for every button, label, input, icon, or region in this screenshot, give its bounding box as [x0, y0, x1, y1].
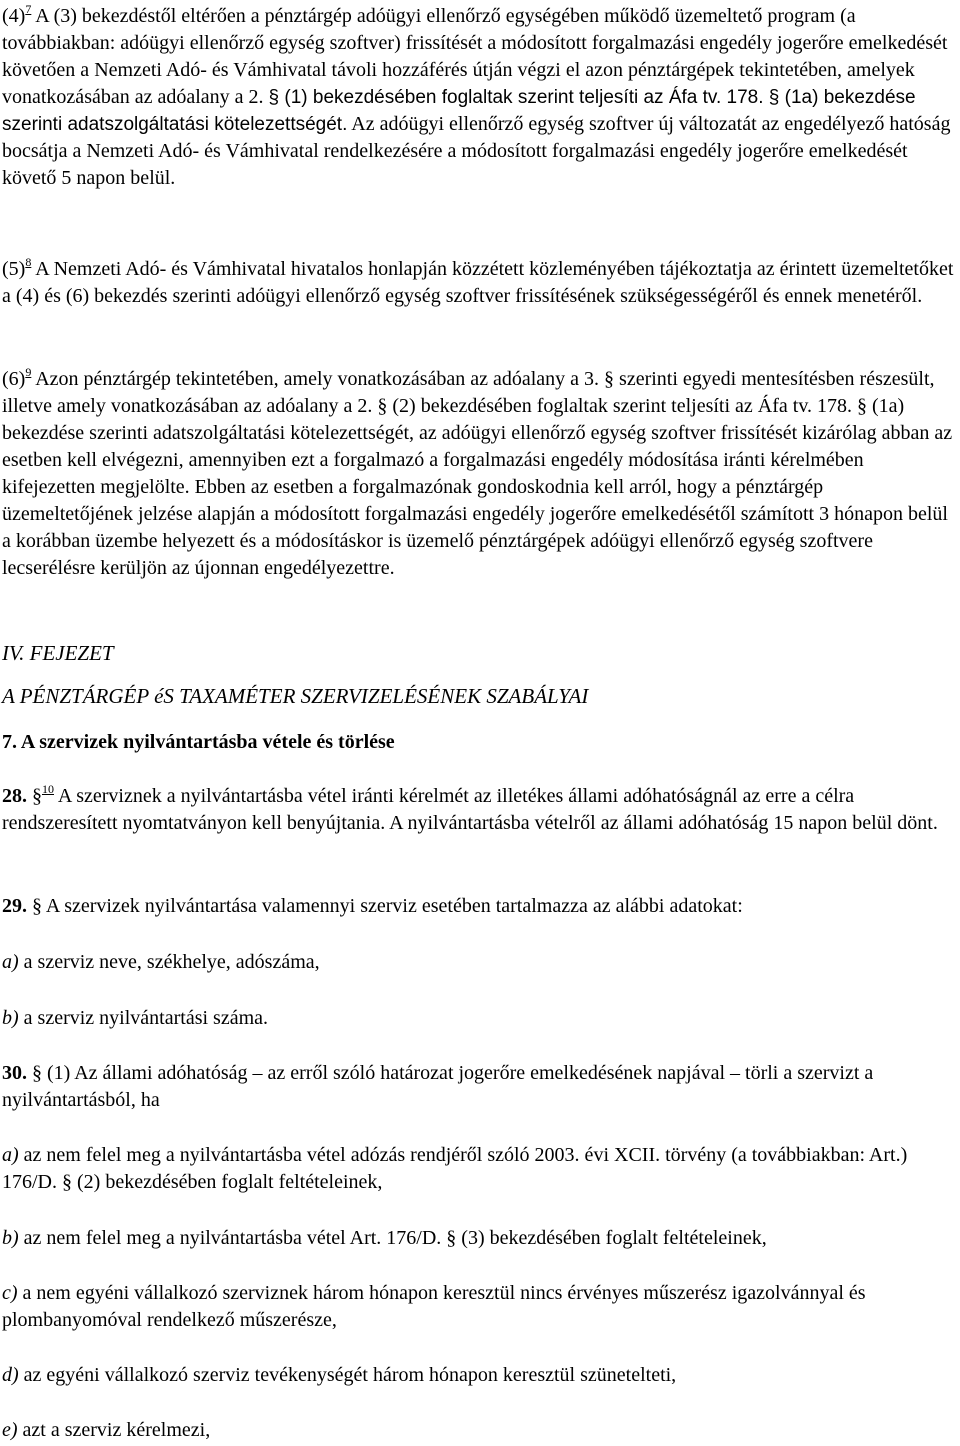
section-number: 30.	[2, 1062, 27, 1084]
footnote-ref-8[interactable]: 8	[25, 255, 32, 269]
paragraph-4	[2, 3, 956, 192]
paragraph-text: A Nemzeti Adó- és Vámhivatal hivatalos honlapján közzétett közleményében tájékoztatja az érintett üzemeltetőket a (4) és (6) bekezdés szerinti adóügyi ellenőrző egység szoftver frissítésének szükségességéről és ennek menetéről.	[2, 258, 954, 307]
list-letter: a)	[2, 1144, 19, 1166]
list-item	[2, 1005, 956, 1032]
list-letter: b)	[2, 1227, 19, 1249]
list-item	[2, 1142, 956, 1196]
section-number: 28.	[2, 785, 27, 807]
footnote-ref-10[interactable]: 10	[42, 782, 54, 796]
section-sign: §	[27, 785, 42, 807]
paragraph-text-sans: § (1) bekezdésében foglaltak szerint teljesíti az Áfa tv. 178. § (1a) bekezdése szerinti adatszolgáltatási kötelezettségét.	[2, 87, 916, 135]
list-item	[2, 1225, 956, 1252]
paragraph-6	[2, 366, 956, 582]
list-text: a nem egyéni vállalkozó szerviznek három hónapon keresztül nincs érvényes műszerész igazolvánnyal és plombanyomóval rendelkező műszerésze,	[2, 1282, 866, 1331]
list-item	[2, 1417, 956, 1444]
section-title: 7. A szervizek nyilvántartásba vétele és törlése	[2, 731, 395, 753]
list-letter: c)	[2, 1282, 18, 1304]
section-30	[2, 1060, 956, 1114]
section-text: A szerviznek a nyilvántartásba vétel iránti kérelmét az illetékes állami adóhatóságnál az erre a célra rendszeresített nyomtatványon kell benyújtania. A nyilvántartásba vételről az állami adóhatóság 15 napon belül dönt.	[2, 785, 938, 834]
list-text: az nem felel meg a nyilvántartásba vétel adózás rendjéről szóló 2003. évi XCII. törvény (a továbbiakban: Art.) 176/D. § (2) bekezdésében foglalt feltételeinek,	[2, 1144, 908, 1193]
section-text: § A szervizek nyilvántartása valamennyi szerviz esetében tartalmazza az alábbi adatokat:	[27, 895, 743, 917]
chapter-number: IV. FEJEZET	[2, 641, 114, 665]
list-item	[2, 949, 956, 976]
list-text: a szerviz neve, székhelye, adószáma,	[18, 951, 320, 973]
list-text: az nem felel meg a nyilvántartásba vétel Art. 176/D. § (3) bekezdésében foglalt feltételeinek,	[18, 1227, 767, 1249]
paragraph-5	[2, 256, 956, 310]
section-text: § (1) Az állami adóhatóság – az erről szóló határozat jogerőre emelkedésének napjával – törli a szervizt a nyilvántartásból, ha	[2, 1062, 874, 1111]
paragraph-text: Azon pénztárgép tekintetében, amely vonatkozásában az adóalany a 3. § szerinti egyedi mentesítésben részesült, illetve amely vonatkozásában az adóalany a 2. § (2) bekezdésében foglaltak szerint teljesíti az Áfa tv. 178. § (1a) bekezdése szerinti adatszolgáltatási kötelezettségét, az adóügyi ellenőrző egység szoftver frissítését kizárólag abban az esetben kell elvégezni, amennyiben ezt a forgalmazó a forgalmazási engedély módosítása iránti kérelmében kifejezetten megjelölte. Ebben az esetben a forgalmazónak gondoskodnia kell arról, hogy a pénztárgép üzemeltetőjének jelzése alapján a módosított forgalmazási engedély jogerőre emelkedésétől számított 3 hónapon belül a korábban üzembe helyezett és a módosításkor is üzemelő pénztárgépek adóügyi ellenőrző egység szoftvere lecserélésre kerüljön az újonnan engedélyezettre.	[2, 368, 953, 579]
list-text: a szerviz nyilvántartási száma.	[18, 1007, 269, 1029]
list-item	[2, 1362, 956, 1389]
section-28	[2, 783, 956, 837]
section-29	[2, 893, 956, 920]
list-text: azt a szerviz kérelmezi,	[17, 1419, 211, 1441]
paragraph-text-tail: Az adóügyi ellenőrző egység szoftver új változatát az engedélyező hatóság bocsátja a Nemzeti Adó- és Vámhivatal rendelkezésére a módosított forgalmazási engedély jogerőre emelkedését követő 5 napon belül.	[2, 113, 951, 189]
paragraph-text: A (3) bekezdéstől eltérően a pénztárgép adóügyi ellenőrző egységében működő üzemeltető program (a továbbiakban: adóügyi ellenőrző egység szoftver) frissítését a módosított forgalmazási engedély jogerőre emelkedését követően a Nemzeti Adó- és Vámhivatal távoli hozzáférés útján végzi el azon pénztárgépek tekintetében, amelyek vonatkozásában az adóalany a 2.	[2, 5, 948, 108]
chapter-title: A PÉNZTÁRGÉP éS TAXAMÉTER SZERVIZELÉSÉNEK SZABÁLYAI	[2, 684, 589, 708]
footnote-ref-7[interactable]: 7	[25, 2, 32, 16]
section-number: 29.	[2, 895, 27, 917]
list-letter: b)	[2, 1007, 19, 1029]
list-letter: e)	[2, 1419, 18, 1441]
paragraph-prefix: (6)	[2, 368, 26, 390]
list-item	[2, 1280, 956, 1334]
footnote-ref-9[interactable]: 9	[25, 365, 32, 379]
list-letter: d)	[2, 1364, 19, 1386]
list-letter: a)	[2, 951, 19, 973]
paragraph-prefix: (5)	[2, 258, 26, 280]
paragraph-prefix: (4)	[2, 5, 26, 27]
list-text: az egyéni vállalkozó szerviz tevékenységét három hónapon keresztül szünetelteti,	[18, 1364, 677, 1386]
